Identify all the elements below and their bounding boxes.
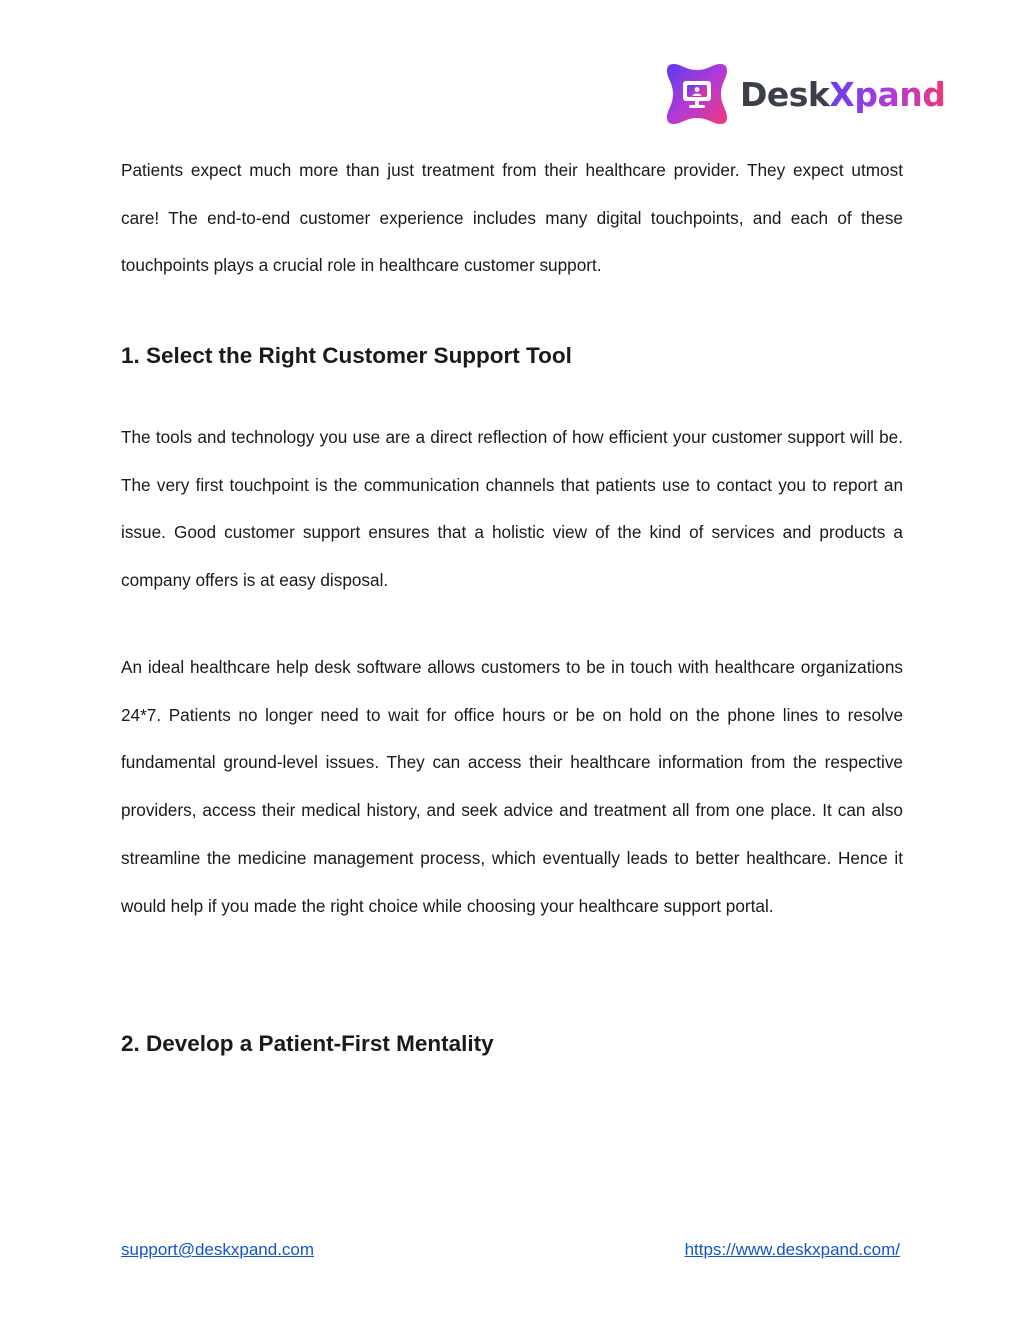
brand-name-desk: Desk bbox=[740, 74, 830, 114]
intro-paragraph: Patients expect much more than just treatment from their healthcare provider. They expect utmost care! The end-to-end customer experience includes many digital touchpoints, and each of these touchpoints plays a crucial role in healthcare customer support. bbox=[121, 160, 903, 276]
brand-name-xpand: Xpand bbox=[829, 74, 946, 114]
section-1-paragraph-2: An ideal healthcare help desk software allows customers to be in touch with healthcare organizations 24*7. Patients no longer need to wait for office hours or be on hold on the phone lines to resolve fundamental ground-level issues. They can access their healthcare information from the respective providers, access their medical history, and seek advice and treatment all from one place. It can also streamline the medicine management process, which eventually leads to better healthcare. Hence it would help if you made the right choice while choosing your healthcare support portal. bbox=[121, 657, 903, 916]
brand-wordmark bbox=[740, 74, 946, 114]
section-1-heading: 1. Select the Right Customer Support Tool bbox=[121, 343, 572, 368]
section-1-paragraph-1: The tools and technology you use are a direct reflection of how efficient your customer support will be. The very first touchpoint is the communication channels that patients use to contact you to report an issue. Good customer support ensures that a holistic view of the kind of services and products a company offers is at easy disposal. bbox=[121, 427, 903, 591]
logo-mark-icon bbox=[664, 61, 730, 127]
footer-email-link[interactable]: support@deskxpand.com bbox=[121, 1240, 315, 1259]
footer-website-link[interactable]: https://www.deskxpand.com/ bbox=[684, 1240, 900, 1259]
brand-logo bbox=[664, 60, 945, 128]
section-2-heading: 2. Develop a Patient-First Mentality bbox=[121, 1031, 494, 1056]
